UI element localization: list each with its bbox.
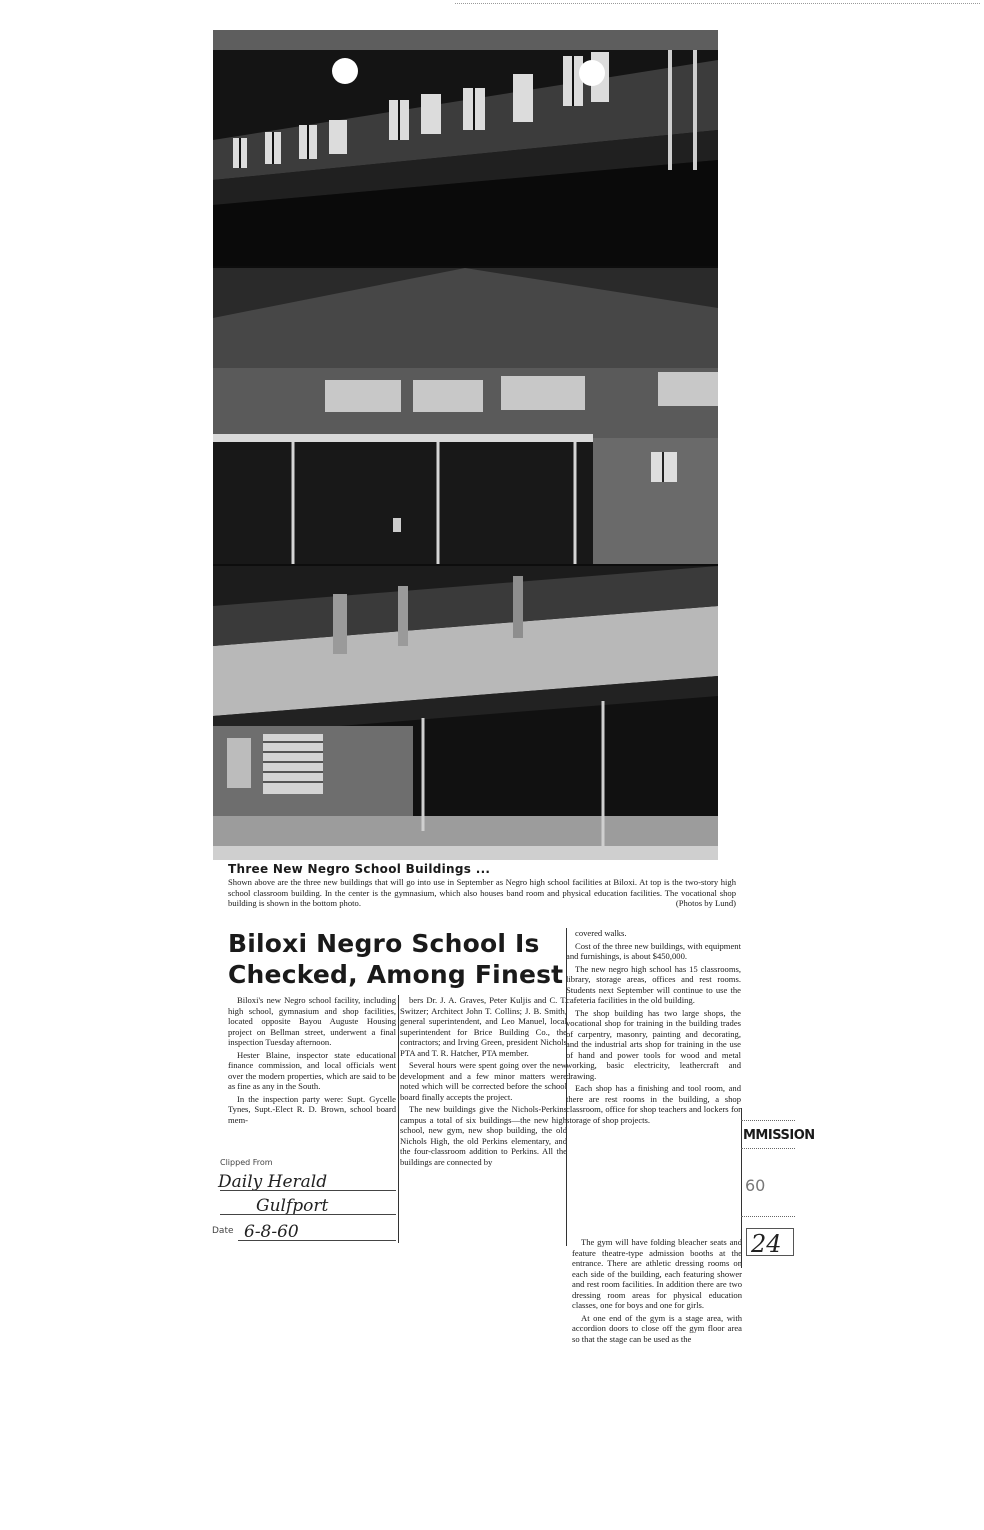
- paragraph: bers Dr. J. A. Graves, Peter Kuljis and C. T. Switzer; Architect John T. Collins; J. B. Smith, general superintendent, and Leo Manuel, local superintendent for Brice Building Co., the contractors; and Irving Green, president Nichols PTA and T. R. Hatcher, PTA member.: [400, 995, 567, 1058]
- stamp-line: [220, 1190, 396, 1191]
- caption-text: Shown above are the three new buildings that will go into use in September as Negro high school facilities at Biloxi. At top is the two-story high school classroom building. In the center is the gymnasium, which also houses band room and physical education facilities. The vocational shop building is shown in the bottom photo.: [228, 877, 736, 909]
- photo-credit: (Photos by Lund): [675, 898, 736, 909]
- paragraph: In the inspection party were: Supt. Gycelle Tynes, Supt.-Elect R. D. Brown, school board mem-: [228, 1093, 396, 1125]
- photo-shop-building: [213, 566, 718, 860]
- clipping-date: 6-8-60: [244, 1222, 299, 1242]
- punch-hole: [332, 58, 358, 84]
- clipped-from-label: Clipped From: [220, 1158, 273, 1167]
- handwritten-number: 24: [751, 1230, 782, 1258]
- newspaper-name: Daily Herald: [218, 1172, 328, 1192]
- article-column-3: [566, 928, 741, 1127]
- newspaper-city: Gulfport: [256, 1196, 329, 1216]
- paragraph: At one end of the gym is a stage area, with accordion doors to close off the gym floor area so that the stage can be used as the: [572, 1312, 742, 1344]
- photo-block: [213, 30, 718, 860]
- stamp-number: 60: [745, 1176, 766, 1195]
- stamp-line: [220, 1214, 396, 1215]
- photo-gymnasium: [213, 268, 718, 564]
- stamp-line: [741, 1120, 795, 1121]
- caption-title: Three New Negro School Buildings ...: [228, 862, 491, 876]
- article-column-4: [572, 1237, 742, 1346]
- paragraph: covered walks.: [575, 928, 627, 938]
- stamp-border: [741, 1108, 742, 1268]
- paragraph: The new buildings give the Nichols-Perkins campus a total of six buildings—the new high school, new gym, new shop building, the old Nichols High, the old Perkins elementary, and the four-classroom addition to Perkins. All the buildings are connected by: [400, 1104, 567, 1167]
- photo-classroom-building: [213, 30, 718, 266]
- stamp-line: [238, 1240, 396, 1241]
- headline: [228, 928, 564, 990]
- stamp-line: [741, 1216, 795, 1217]
- headline-line-1: Biloxi Negro School Is: [228, 929, 540, 958]
- top-dotted-border: [455, 3, 980, 4]
- article-column-2: [400, 995, 567, 1169]
- paragraph: The new negro high school has 15 classrooms, library, storage areas, offices and rest rooms. Students next September will continue to use the cafeteria facilities in the old building.: [566, 963, 741, 1005]
- paragraph: The shop building has two large shops, the vocational shop for training in the building trades of carpentry, masonry, painting and decorating, and the industrial arts shop for training in the use of hand and power tools for wood and metal working, basic electricity, leathercraft and drawing.: [566, 1007, 741, 1081]
- column-rule: [398, 995, 399, 1243]
- clipping-stamp: [212, 1158, 398, 1248]
- caption-body: [228, 877, 736, 909]
- paragraph: Several hours were spent going over the new development and a few minor matters were noted which will be corrected before the school board finally accepts the project.: [400, 1060, 567, 1102]
- paragraph: Each shop has a finishing and tool room, and there are rest rooms in the building, a shop classroom, office for shop teachers and lockers for storage of shop projects.: [566, 1083, 741, 1125]
- paragraph: The gym will have folding bleacher seats and feature theatre-type admission booths at the entrance. There are athletic dressing rooms on each side of the building, each featuring shower and rest room facilities. In addition there are two dressing room areas for physical education classes, one for boys and one for girls.: [572, 1237, 742, 1310]
- commission-stamp: [741, 1108, 815, 1268]
- paragraph: Hester Blaine, inspector state educational finance commission, and local officials went over the modern properties, which are said to be as fine as any in the South.: [228, 1049, 396, 1091]
- paragraph: Cost of the three new buildings, with equipment and furnishings, is about $450,000.: [566, 940, 741, 961]
- date-label: Date: [212, 1226, 234, 1236]
- article-column-1: [228, 995, 396, 1127]
- headline-line-2: Checked, Among Finest: [228, 960, 564, 989]
- paragraph: Biloxi's new Negro school facility, including high school, gymnasium and shop facilities, located opposite Bayou Auguste Housing project on Bellman street, underwent a final inspection Tuesday afternoon.: [228, 995, 396, 1047]
- stamp-line: [741, 1148, 795, 1149]
- punch-hole: [579, 60, 605, 86]
- commission-label: MMISSION: [743, 1128, 815, 1143]
